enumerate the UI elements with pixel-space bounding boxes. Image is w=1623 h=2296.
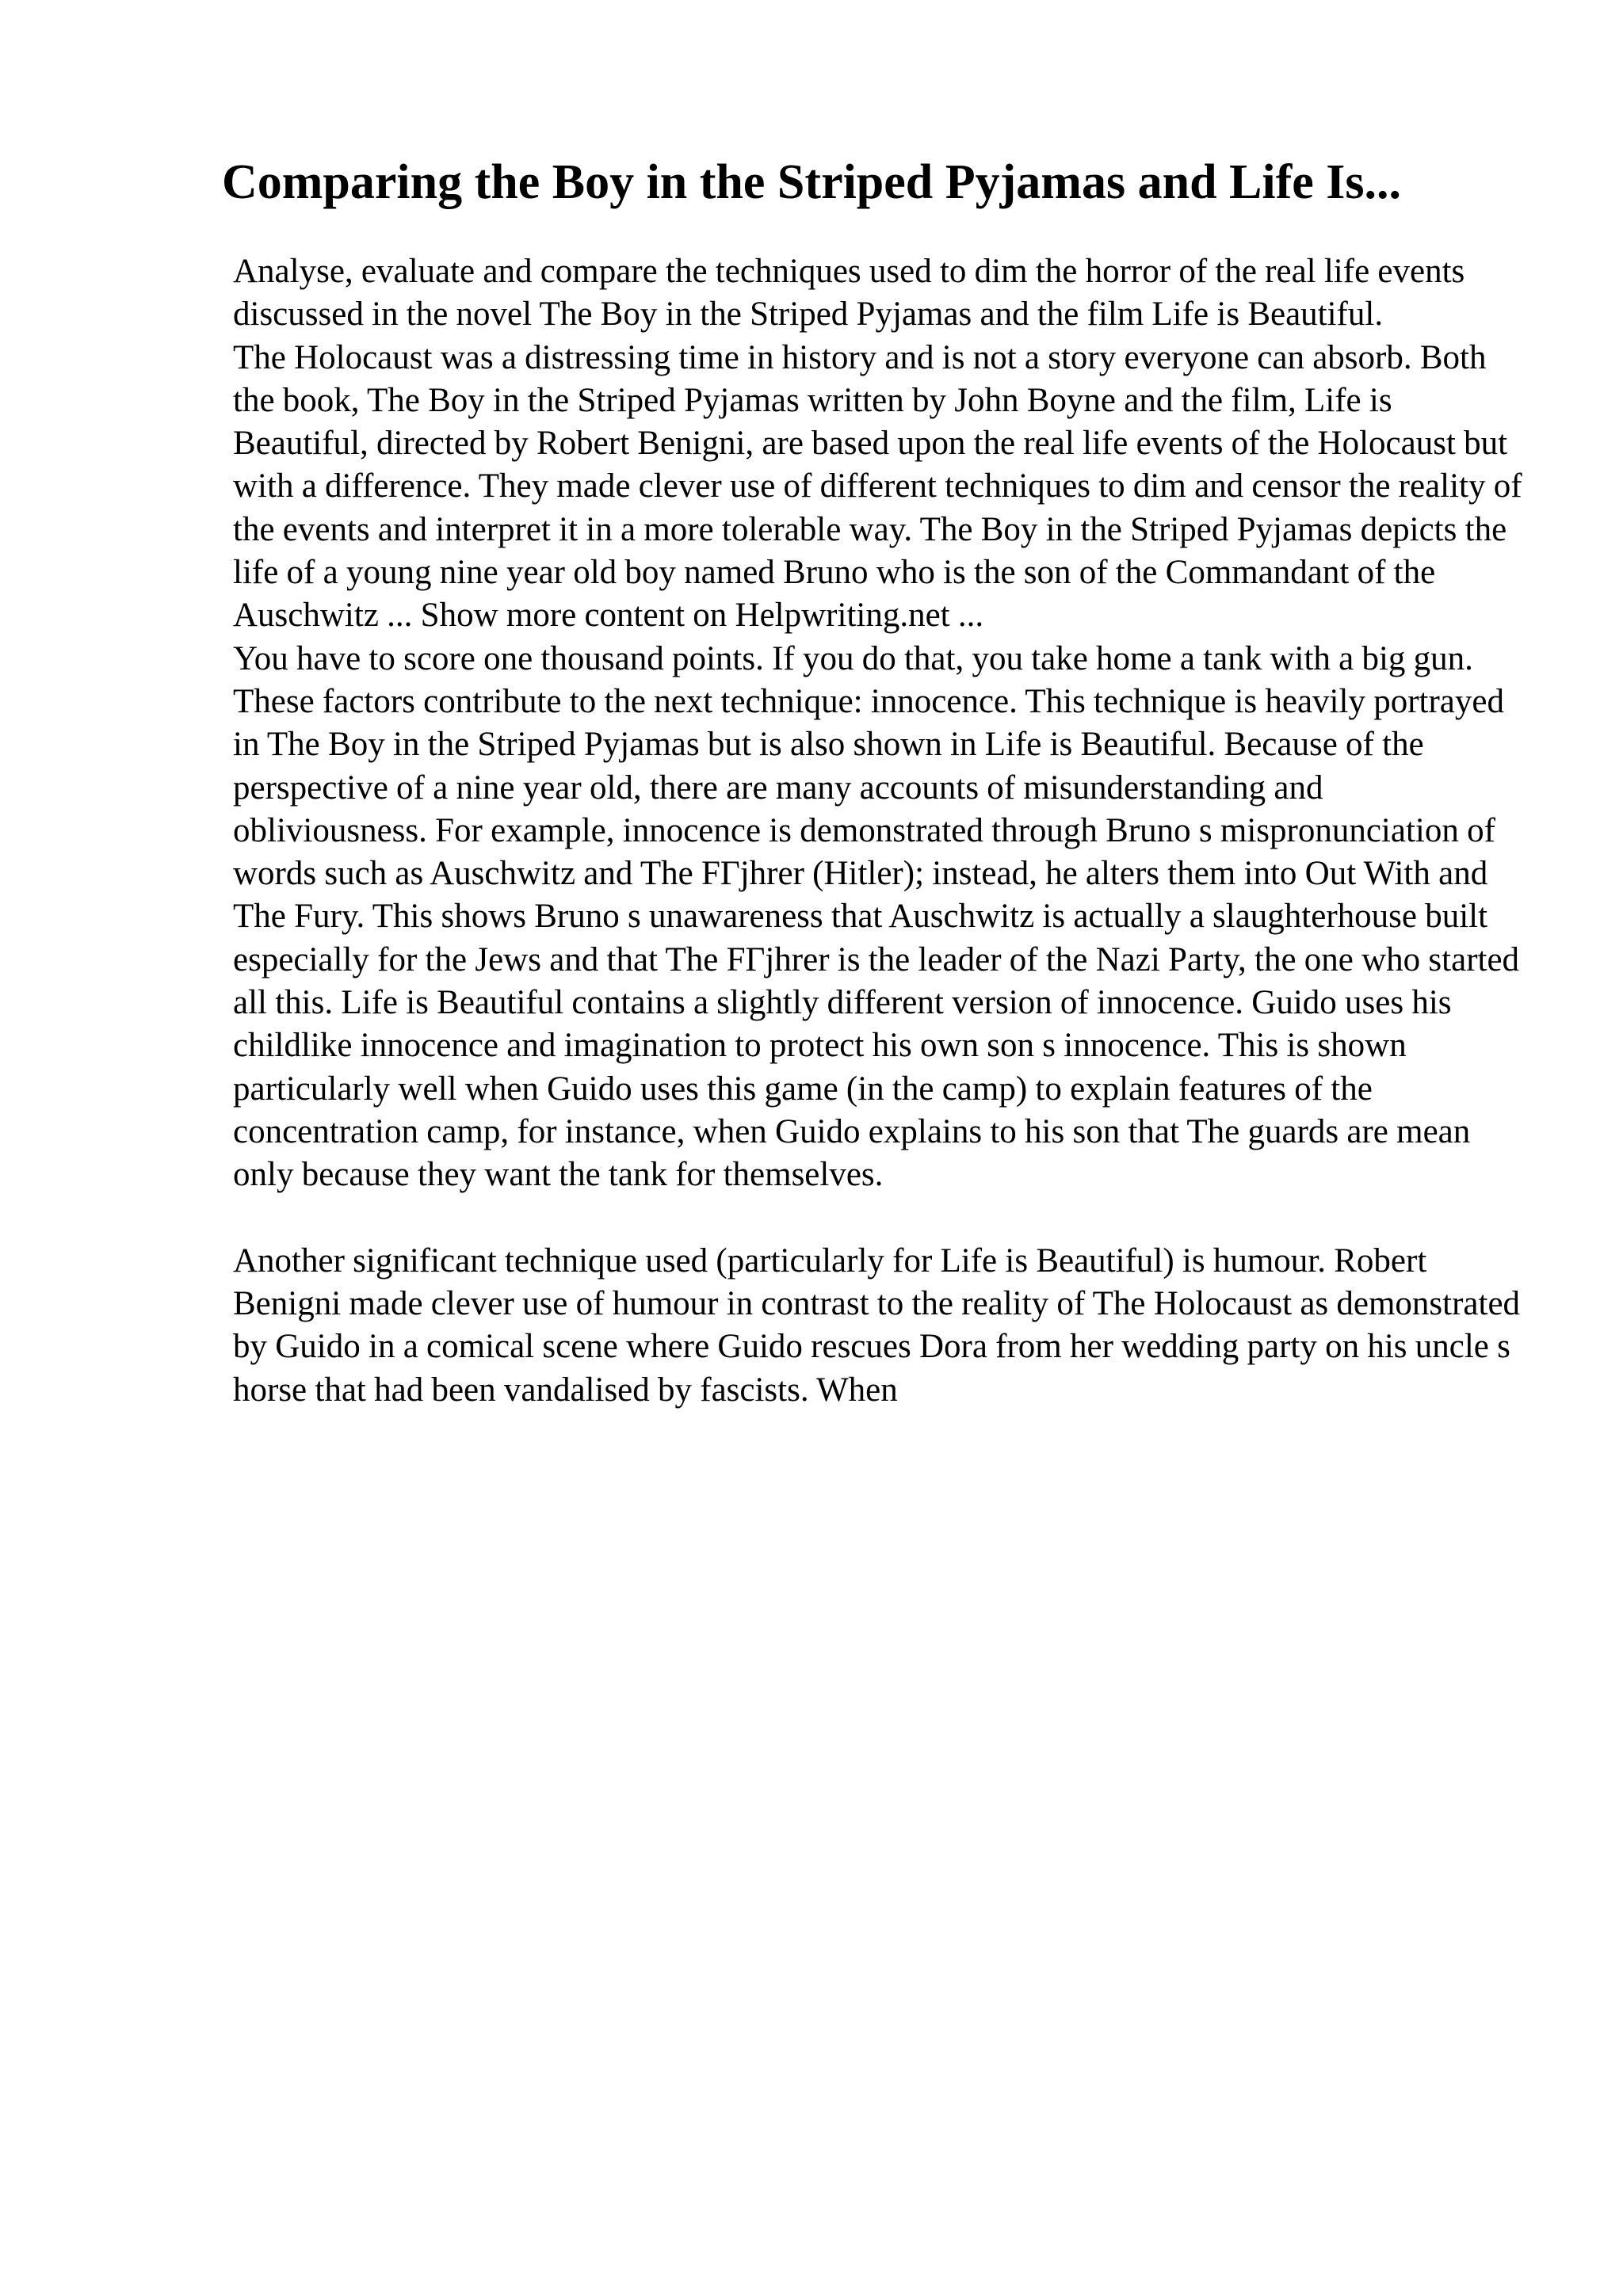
paragraph-intro: The Holocaust was a distressing time in history and is not a story everyone can absorb. Both the book, The Boy in the Striped Pyjamas written by John Boyne and the film, Life is Beautiful, directed by Robert Benigni, are based upon the real life events of the Holocaust but with a difference. They made clever use of different techniques to dim and censor the reality of the events and interpret it in a more tolerable way. The Boy in the Striped Pyjamas depicts the life of a young nine year old boy named Bruno who is the son of the Commandant of the Auschwitz ... Show more content on Helpwriting.net ...	[233, 338, 1522, 635]
document-body	[233, 250, 1525, 1412]
document-title: Comparing the Boy in the Striped Pyjamas and Life Is...	[221, 155, 1402, 209]
paragraph-prompt: Analyse, evaluate and compare the techniques used to dim the horror of the real life events discussed in the novel The Boy in the Striped Pyjamas and the film Life is Beautiful.	[233, 253, 1465, 334]
paragraph-innocence: These factors contribute to the next technique: innocence. This technique is heavily portrayed in The Boy in the Striped Pyjamas but is also shown in Life is Beautiful. Because of the perspective of a nine year old, there are many accounts of misunderstanding and obliviousness. For example, innocence is demonstrated through Bruno s mispronunciation of words such as Auschwitz and The FΓjhrer (Hitler); instead, he alters them into Out With and The Fury. This shows Bruno s unawareness that Auschwitz is actually a slaughterhouse built especially for the Jews and that The FΓjhrer is the leader of the Nazi Party, the one who started all this. Life is Beautiful contains a slightly different version of innocence. Guido uses his childlike innocence and imagination to protect his own son s innocence. This is shown particularly well when Guido uses this game (in the camp) to explain features of the concentration camp, for instance, when Guido explains to his son that The guards are mean only because they want the tank for themselves.	[233, 682, 1520, 1194]
paragraph-humour: Another significant technique used (particularly for Life is Beautiful) is humour. Robert Benigni made clever use of humour in contrast to the reality of The Holocaust as demonstrated by Guido in a comical scene where Guido rescues Dora from her wedding party on his uncle s horse that had been vandalised by fascists. When	[233, 1241, 1521, 1409]
paragraph-quote: You have to score one thousand points. If you do that, you take home a tank with a big gun.	[233, 639, 1473, 677]
